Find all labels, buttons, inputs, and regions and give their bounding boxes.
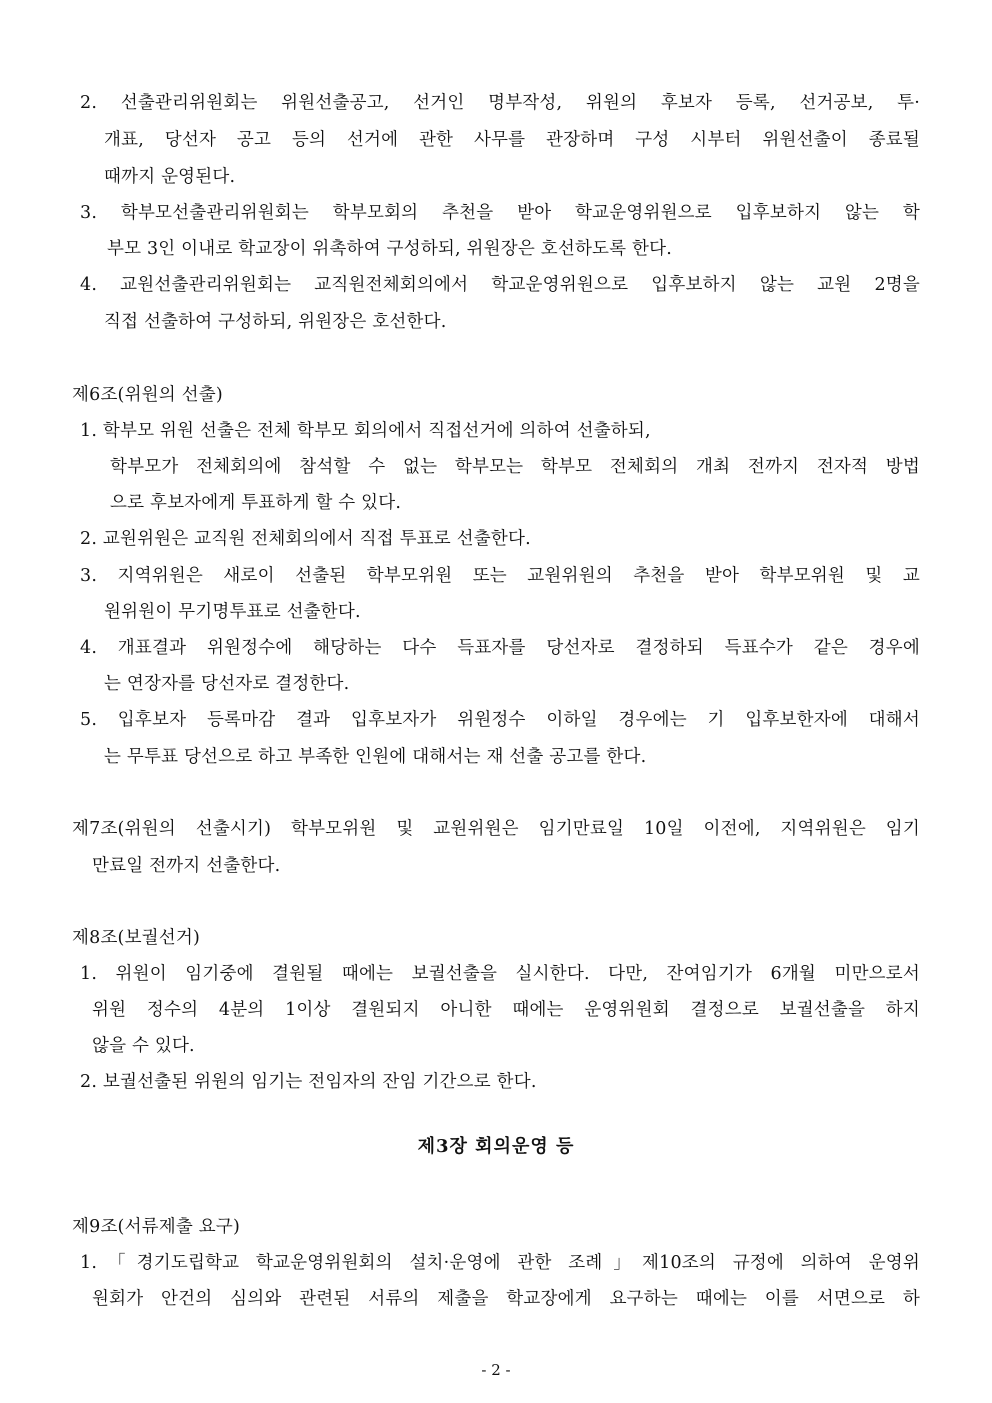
article-9-heading: 제9조(서류제출 요구): [72, 1217, 240, 1237]
clause-6-4-line-1: 4. 개표결과 위원정수에 해당하는 다수 득표자를 당선자로 결정하되 득표수가 같은 경우에: [80, 638, 920, 658]
clause-6-3-line-1: 3. 지역위원은 새로이 선출된 학부모위원 또는 교원위원의 추천을 받아 학부모위원 및 교: [80, 566, 920, 586]
page-number: - 2 -: [481, 1361, 511, 1379]
article-7-line-2: 만료일 전까지 선출한다.: [92, 856, 281, 876]
clause-6-4-line-2: 는 연장자를 당선자로 결정한다.: [104, 674, 350, 694]
article-8-heading: 제8조(보궐선거): [72, 928, 201, 948]
clause-6-1-line-3: 으로 후보자에게 투표하게 할 수 있다.: [110, 493, 402, 513]
clause-9-1-line-1: 1.「경기도립학교 학교운영위원회의 설치·운영에 관한 조례」제10조의 규정에 의하여 운영위: [80, 1253, 920, 1273]
clause-8-2: 2. 보궐선출된 위원의 임기는 전임자의 잔임 기간으로 한다.: [80, 1072, 537, 1092]
clause-5-3-line-1: 3. 학부모선출관리위원회는 학부모회의 추천을 받아 학교운영위원으로 입후보하지 않는 학: [80, 203, 920, 223]
clause-5-2-line-2: 개표, 당선자 공고 등의 선거에 관한 사무를 관장하며 구성 시부터 위원선출이 종료될: [104, 130, 920, 150]
clause-9-1-line-2: 원회가 안건의 심의와 관련된 서류의 제출을 학교장에게 요구하는 때에는 이를 서면으로 하: [92, 1289, 920, 1309]
clause-6-5-line-1: 5. 입후보자 등록마감 결과 입후보자가 위원정수 이하일 경우에는 기 입후보한자에 대해서: [80, 710, 920, 730]
clause-8-1-line-3: 않을 수 있다.: [92, 1036, 195, 1056]
article-7-line-1: 제7조(위원의 선출시기) 학부모위원 및 교원위원은 임기만료일 10일 이전에, 지역위원은 임기: [72, 819, 920, 839]
clause-5-4-line-1: 4. 교원선출관리위원회는 교직원전체회의에서 학교운영위원으로 입후보하지 않는 교원 2명을: [80, 275, 920, 295]
clause-6-1-line-2: 학부모가 전체회의에 참석할 수 없는 학부모는 학부모 전체회의 개최 전까지 전자적 방법: [110, 457, 920, 477]
article-6-heading: 제6조(위원의 선출): [72, 385, 223, 405]
clause-6-1-line-1: 1. 학부모 위원 선출은 전체 학부모 회의에서 직접선거에 의하여 선출하되,: [80, 421, 651, 441]
clause-5-4-line-2: 직접 선출하여 구성하되, 위원장은 호선한다.: [104, 312, 447, 332]
clause-5-3-line-2: 부모 3인 이내로 학교장이 위촉하여 구성하되, 위원장은 호선하도록 한다.: [107, 239, 673, 259]
clause-6-2: 2. 교원위원은 교직원 전체회의에서 직접 투표로 선출한다.: [80, 529, 531, 549]
chapter-3-heading: 제3장 회의운영 등: [417, 1136, 575, 1157]
clause-6-3-line-2: 원위원이 무기명투표로 선출한다.: [104, 602, 361, 622]
clause-8-1-line-1: 1. 위원이 임기중에 결원될 때에는 보궐선출을 실시한다. 다만, 잔여임기가 6개월 미만으로서: [80, 964, 920, 984]
clause-5-2-line-3: 때까지 운영된다.: [104, 167, 236, 187]
clause-8-1-line-2: 위원 정수의 4분의 1이상 결원되지 아니한 때에는 운영위원회 결정으로 보궐선출을 하지: [92, 1000, 920, 1020]
clause-6-5-line-2: 는 무투표 당선으로 하고 부족한 인원에 대해서는 재 선출 공고를 한다.: [104, 747, 647, 767]
clause-5-2-line-1: 2. 선출관리위원회는 위원선출공고, 선거인 명부작성, 위원의 후보자 등록, 선거공보, 투·: [80, 93, 920, 113]
